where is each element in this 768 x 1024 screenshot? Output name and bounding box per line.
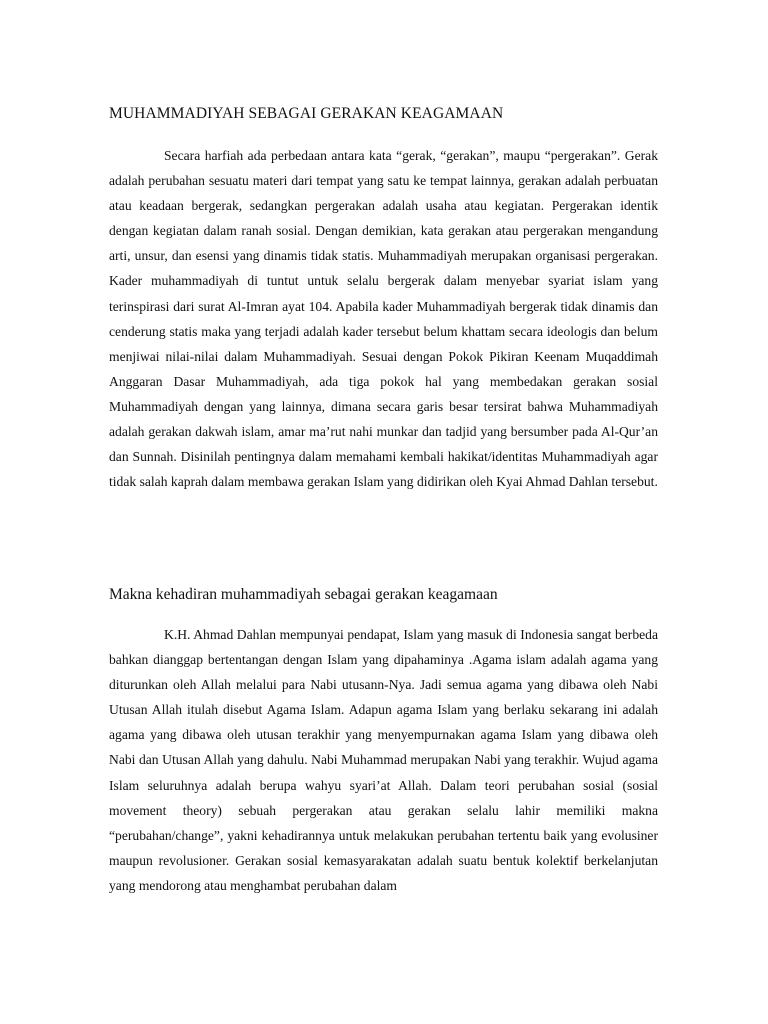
document-title: MUHAMMADIYAH SEBAGAI GERAKAN KEAGAMAAN [109, 105, 504, 122]
paragraph-definition: Secara harfiah ada perbedaan antara kata “gerak, “gerakan”, maupu “pergerakan”. Gerak adalah perubahan sesuatu materi dari tempat yang satu ke tempat lainnya, gerakan adalah perbuatan atau keadaan bergerak, sedangkan pergerakan adalah usaha atau kegiatan. Pergerakan identik dengan kegiatan dalam ranah sosial. Dengan demikian, kata gerakan atau pergerakan mengandung arti, unsur, dan esensi yang dinamis tidak statis. Muhammadiyah merupakan organisasi pergerakan. Kader muhammadiyah di tuntut untuk selalu bergerak dalam menyebar syariat islam yang terinspirasi dari surat Al-Imran ayat 104. Apabila kader Muhammadiyah bergerak tidak dinamis dan cenderung statis maka yang terjadi adalah kader tersebut belum khattam secara ideologis dan belum menjiwai nilai-nilai dalam Muhammadiyah. Sesuai dengan Pokok Pikiran Keenam Muqaddimah Anggaran Dasar Muhammadiyah, ada tiga pokok hal yang membedakan gerakan sosial Muhammadiyah dengan yang lainnya, dimana secara garis besar tersirat bahwa Muhammadiyah adalah gerakan dakwah islam, amar ma’rut nahi munkar dan tadjid yang bersumber pada Al-Qur’an dan Sunnah. Disinilah pentingnya dalam memahami kembali hakikat/identitas Muhammadiyah agar tidak salah kaprah dalam membawa gerakan Islam yang didirikan oleh Kyai Ahmad Dahlan tersebut. [109, 148, 658, 490]
paragraph-meaning: K.H. Ahmad Dahlan mempunyai pendapat, Islam yang masuk di Indonesia sangat berbeda bahkan dianggap bertentangan dengan Islam yang dipahaminya .Agama islam adalah agama yang diturunkan oleh Allah melalui para Nabi utusann-Nya. Jadi semua agama yang dibawa oleh Nabi Utusan Allah itulah disebut Agama Islam. Adapun agama Islam yang berlaku sekarang ini adalah agama yang dibawa oleh utusan terakhir yang menyempurnakan agama Islam yang dibawa oleh Nabi dan Utusan Allah yang dahulu. Nabi Muhammad merupakan Nabi yang terakhir. Wujud agama Islam seluruhnya adalah berupa wahyu syari’at Allah. Dalam teori perubahan sosial (sosial movement theory) sebuah pergerakan atau gerakan selalu lahir memiliki makna “perubahan/change”, yakni kehadirannya untuk melakukan perubahan tertentu baik yang evolusiner maupun revolusioner. Gerakan sosial kemasyarakatan adalah suatu bentuk kolektif berkelanjutan yang mendorong atau menghambat perubahan dalam [109, 627, 658, 893]
section-heading: Makna kehadiran muhammadiyah sebagai gerakan keagamaan [109, 586, 498, 603]
